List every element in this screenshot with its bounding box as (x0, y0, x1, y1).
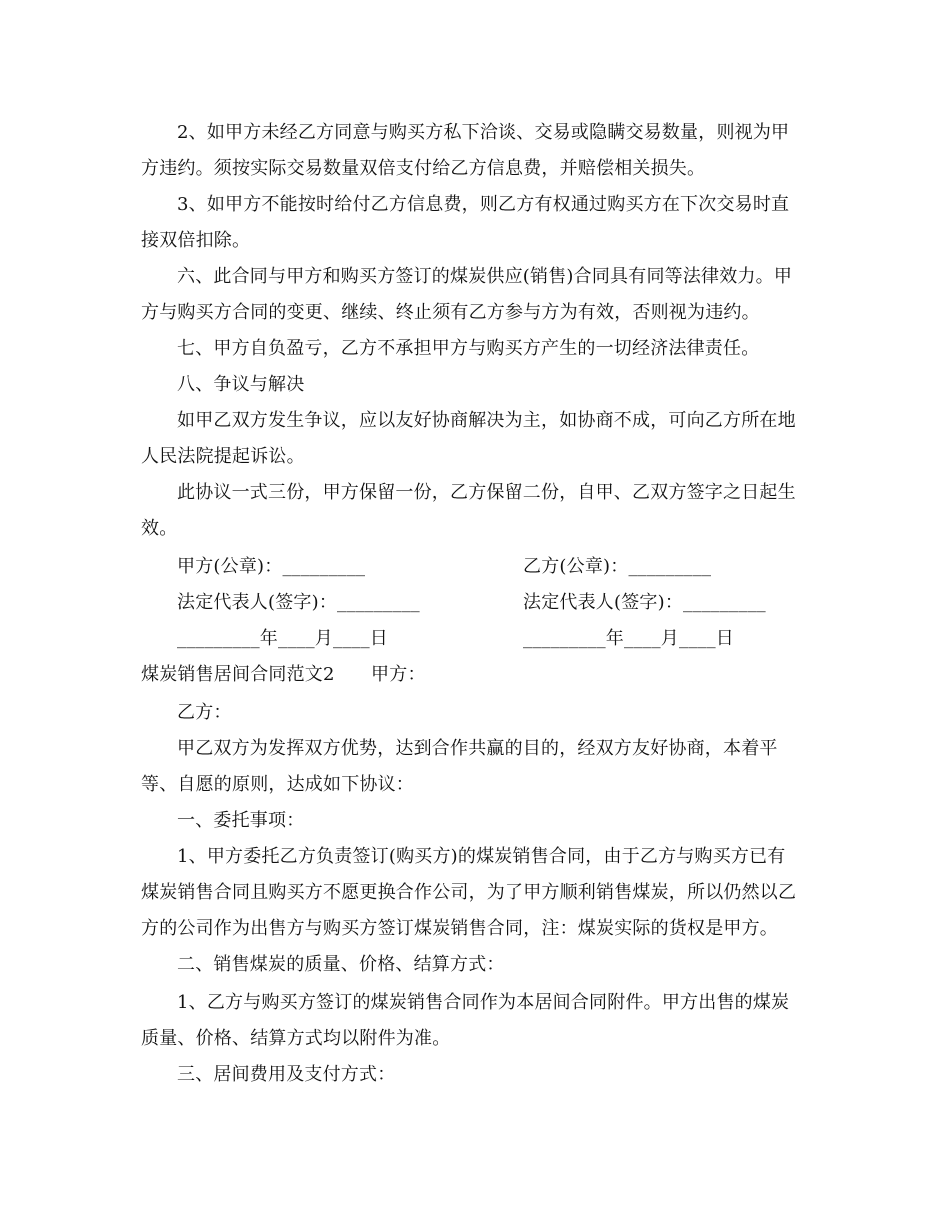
paragraph-line: 煤炭销售合同且购买方不愿更换合作公司，为了甲方顺利销售煤炭，所以仍然以乙 (141, 882, 797, 903)
paragraph-line: 3、如甲方不能按时给付乙方信息费，则乙方有权通过购买方在下次交易时直 (177, 194, 790, 215)
paragraph-line: 1、甲方委托乙方负责签订(购买方)的煤炭销售合同，由于乙方与购买方已有 (177, 846, 786, 867)
paragraph-line: 方与购买方合同的变更、继续、终止须有乙方参与方为有效，否则视为违约。 (141, 302, 760, 323)
section-heading: 三、居间费用及支付方式： (177, 1064, 396, 1085)
party-b-rep-field: 法定代表人(签字)：_________ (523, 592, 766, 613)
paragraph-line: 效。 (141, 518, 178, 539)
party-b-seal-field: 乙方(公章)：_________ (523, 556, 712, 577)
document-title-line: 煤炭销售居间合同范文2 甲方： (141, 664, 426, 685)
paragraph-line: 方的公司作为出售方与购买方签订煤炭销售合同，注：煤炭实际的货权是甲方。 (141, 918, 778, 939)
party-b-date-field: _________年____月____日 (523, 628, 734, 649)
paragraph-line: 接双倍扣除。 (141, 230, 251, 251)
paragraph-line: 六、此合同与甲方和购买方签订的煤炭供应(销售)合同具有同等法律效力。甲 (177, 266, 793, 287)
paragraph-line: 2、如甲方未经乙方同意与购买方私下洽谈、交易或隐瞒交易数量，则视为甲 (177, 122, 790, 143)
party-a-rep-field: 法定代表人(签字)：_________ (177, 592, 420, 613)
paragraph-line: 甲乙双方为发挥双方优势，达到合作共赢的目的，经双方友好协商，本着平 (177, 738, 778, 759)
paragraph-line: 人民法院提起诉讼。 (141, 446, 305, 467)
paragraph-line: 此协议一式三份，甲方保留一份，乙方保留二份，自甲、乙双方签字之日起生 (177, 482, 796, 503)
paragraph-line: 质量、价格、结算方式均以附件为准。 (141, 1028, 451, 1049)
paragraph-line: 1、乙方与购买方签订的煤炭销售合同作为本居间合同附件。甲方出售的煤炭 (177, 992, 790, 1013)
paragraph-line: 等、自愿的原则，达成如下协议： (141, 774, 414, 795)
paragraph-line: 七、甲方自负盈亏，乙方不承担甲方与购买方产生的一切经济法律责任。 (177, 338, 760, 359)
section-heading: 八、争议与解决 (177, 374, 305, 395)
party-a-seal-field: 甲方(公章)：_________ (177, 556, 366, 577)
section-heading: 一、委托事项： (177, 810, 305, 831)
party-a-date-field: _________年____月____日 (177, 628, 388, 649)
paragraph-line: 乙方： (177, 702, 232, 723)
section-heading: 二、销售煤炭的质量、价格、结算方式： (177, 954, 505, 975)
paragraph-line: 方违约。须按实际交易数量双倍支付给乙方信息费，并赔偿相关损失。 (141, 158, 706, 179)
paragraph-line: 如甲乙双方发生争议，应以友好协商解决为主，如协商不成，可向乙方所在地 (177, 410, 796, 431)
